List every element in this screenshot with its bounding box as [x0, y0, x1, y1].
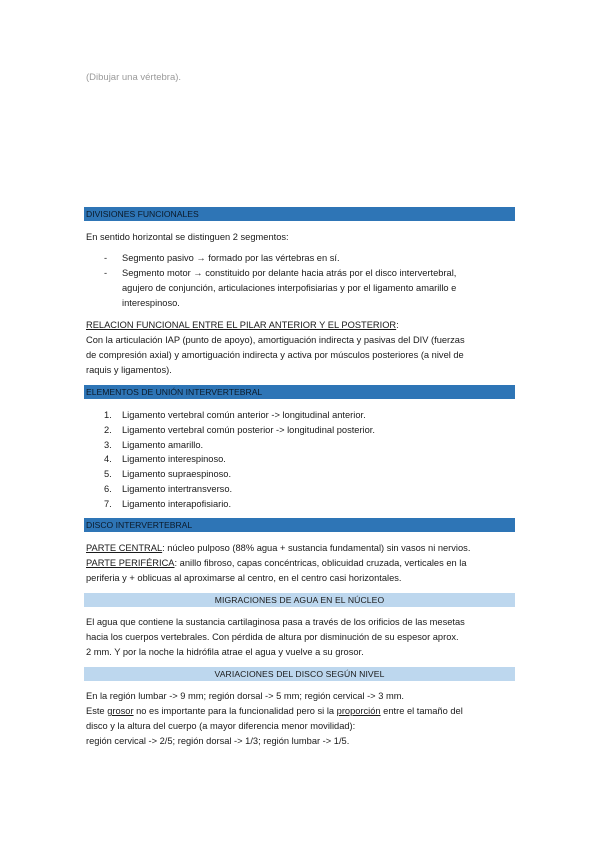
list-item-text: Segmento motor → constituido por delante hacia atrás por el disco intervertebral, [122, 268, 457, 278]
text-line [86, 556, 516, 571]
text-line: periferia y + oblicuas al aproximarse al centro, en el centro casi horizontales. [86, 573, 402, 583]
relacion-colon: : [396, 320, 399, 330]
section-title: DISCO INTERVERTEBRAL [86, 520, 193, 530]
subsection-header-migraciones [84, 593, 515, 607]
text-line: Con la articulación IAP (punto de apoyo), amortiguación indirecta y pasivas del DIV (fuerzas [86, 335, 465, 345]
list-item-text: Ligamento interespinoso. [122, 454, 226, 465]
drawing-note: (Dibujar una vértebra). [86, 72, 182, 83]
parte-periferica-label: PARTE PERIFÉRICA [86, 558, 175, 568]
list-item-text: Segmento pasivo → formado por las vértebras en sí. [122, 253, 340, 263]
list-item [104, 266, 514, 311]
text-line: El agua que contiene la sustancia cartilaginosa pasa a través de los orificios de las mesetas [86, 617, 465, 627]
list-item [104, 408, 375, 423]
list-item [104, 452, 375, 467]
variaciones-paragraph [86, 689, 516, 749]
list-item [104, 251, 514, 266]
list-number: 1. [104, 410, 112, 420]
list-number: 5. [104, 469, 112, 480]
list-number: 3. [104, 439, 112, 450]
text-line: 2 mm. Y por la noche la hidrófila atrae el agua y vuelve a su grosor. [86, 647, 364, 657]
dash-bullet: - [104, 268, 108, 278]
section-header-divisiones [84, 207, 515, 221]
text-line: En la región lumbar -> 9 mm; región dorsal -> 5 mm; región cervical -> 3 mm. [86, 691, 405, 701]
ligament-list [104, 408, 375, 512]
relacion-title: RELACION FUNCIONAL ENTRE EL PILAR ANTERIOR Y EL POSTERIOR [86, 320, 397, 330]
disco-paragraph [86, 541, 516, 586]
paragraph-intro: En sentido horizontal se distinguen 2 segmentos: [86, 232, 289, 242]
list-item-text: interespinoso. [122, 298, 180, 308]
migraciones-paragraph [86, 615, 516, 660]
section-header-elementos [84, 385, 515, 399]
text-line: hacia los cuerpos vertebrales. Con pérdida de altura por disminución de su espesor aprox. [86, 632, 459, 642]
list-number: 4. [104, 454, 112, 465]
section-title: ELEMENTOS DE UNIÓN INTERVERTEBRAL [86, 387, 263, 397]
list-item-text: Ligamento vertebral común posterior -> longitudinal posterior. [122, 424, 375, 435]
text-line: de compresión axial) y amortiguación indirecta y activa por músculos posteriores (a nivel de [86, 350, 464, 360]
section-header-disco [84, 518, 515, 532]
subsection-title: MIGRACIONES DE AGUA EN EL NÚCLEO [214, 595, 385, 605]
list-number: 2. [104, 424, 112, 435]
text-line [86, 541, 516, 556]
parte-periferica-text: : anillo fibroso, capas concéntricas, oblicuidad cruzada, verticales en la [174, 558, 467, 568]
list-number: 6. [104, 483, 112, 494]
list-item [104, 467, 375, 482]
list-number: 7. [104, 498, 112, 509]
list-item-text: Ligamento intertransverso. [122, 483, 233, 494]
text-line: disco y la altura del cuerpo (a mayor diferencia menor movilidad): [86, 721, 356, 731]
grosor-term: grosor [107, 706, 134, 716]
list-item-text: Ligamento amarillo. [122, 439, 204, 450]
parte-central-text: : núcleo pulposo (88% agua + sustancia fundamental) sin vasos ni nervios. [162, 543, 471, 553]
text-line: región cervical -> 2/5; región dorsal -> 1/3; región lumbar -> 1/5. [86, 736, 350, 746]
list-item [104, 497, 375, 512]
text-line [86, 704, 516, 719]
text-fragment: no es importante para la funcionalidad pero si la [133, 706, 337, 716]
subsection-title: VARIACIONES DEL DISCO SEGÚN NIVEL [214, 669, 385, 679]
list-item [104, 438, 375, 453]
text-fragment: Este [86, 706, 108, 716]
dash-bullet: - [104, 253, 108, 263]
list-item [104, 482, 375, 497]
relacion-paragraph [86, 333, 516, 378]
parte-central-label: PARTE CENTRAL [86, 543, 163, 553]
list-item-text: Ligamento interapofisiario. [122, 498, 232, 509]
list-item-text: agujero de conjunción, articulaciones interpofisiarias y por el ligamento amarillo e [122, 283, 457, 293]
list-item [104, 423, 375, 438]
segment-list [104, 251, 514, 311]
list-item-text: Ligamento supraespinoso. [122, 469, 232, 480]
relacion-heading [86, 318, 516, 333]
list-item-text: Ligamento vertebral común anterior -> longitudinal anterior. [122, 410, 366, 420]
text-fragment: entre el tamaño del [380, 706, 463, 716]
proporcion-term: proporción [336, 706, 381, 716]
text-line: raquis y ligamentos). [86, 365, 172, 375]
section-title: DIVISIONES FUNCIONALES [86, 209, 199, 219]
subsection-header-variaciones [84, 667, 515, 681]
